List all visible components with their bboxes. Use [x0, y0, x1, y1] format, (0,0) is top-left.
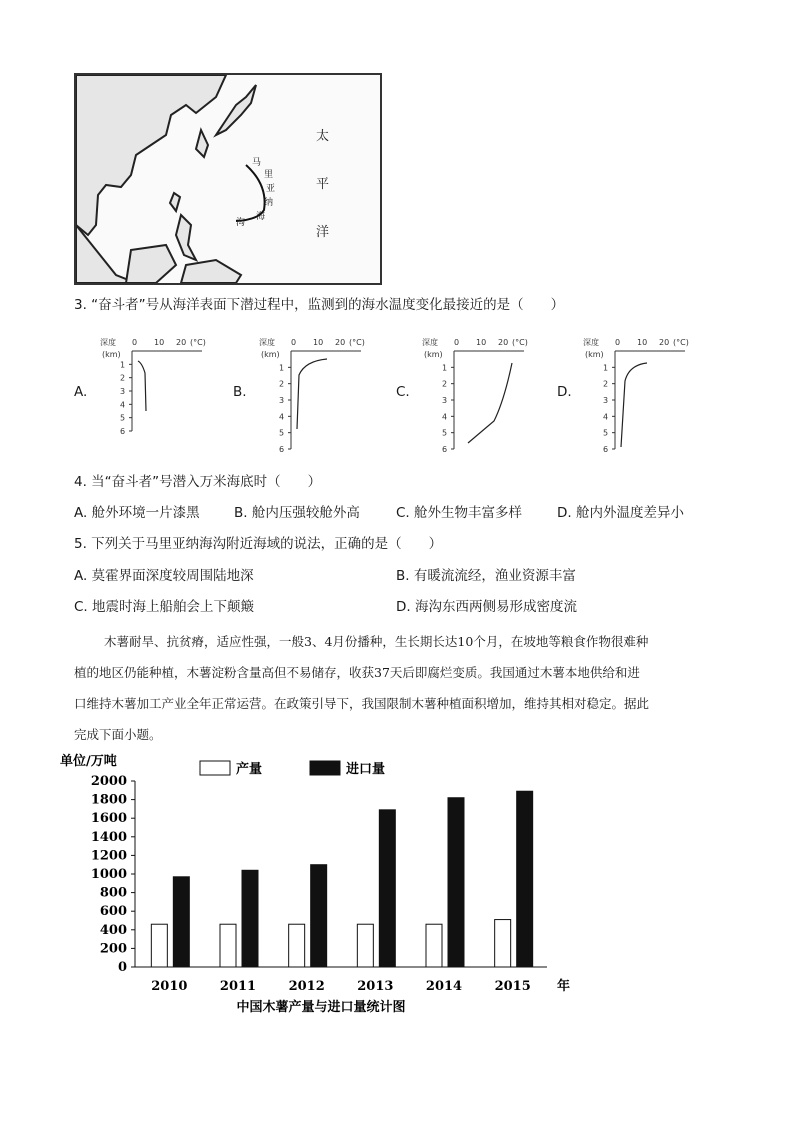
q3-graph-b	[259, 335, 369, 455]
y-tick-label: 1400	[90, 829, 127, 845]
bar-进口量-2014	[448, 798, 464, 967]
depth-tick-label: 4	[120, 400, 126, 410]
depth-unit-label: (km)	[261, 350, 280, 359]
axis-top-label: 20	[335, 338, 346, 347]
y-tick-label: 1200	[90, 848, 127, 864]
depth-tick-label: 5	[442, 428, 448, 438]
depth-tick-label: 6	[120, 427, 126, 436]
q3-graph-a	[100, 335, 210, 455]
borneo	[126, 245, 176, 283]
q3-option-d[interactable]: D.	[557, 384, 572, 400]
temperature-curve	[621, 363, 647, 447]
depth-tick-label: 5	[120, 413, 126, 423]
depth-tick-label: 2	[120, 373, 126, 383]
q4-option-b[interactable]: B. 舱内压强较舱外高	[234, 505, 360, 521]
depth-tick-label: 4	[442, 412, 448, 422]
axis-top-label: 0	[132, 338, 138, 347]
x-tick-label: 2011	[219, 979, 257, 994]
x-tick-label: 2014	[425, 979, 463, 994]
axis-top-label: 10	[313, 338, 324, 347]
axis-top-label: (°C)	[190, 338, 206, 347]
depth-tick-label: 6	[442, 445, 448, 454]
depth-tick-label: 1	[120, 360, 126, 370]
axis-top-label: 深度	[259, 338, 275, 347]
trench-char: 海	[256, 212, 266, 222]
depth-tick-label: 6	[603, 445, 609, 454]
map-label-ping: 平	[316, 177, 330, 192]
y-tick-label: 1600	[90, 811, 127, 827]
trench-char: 里	[264, 170, 274, 180]
depth-tick-label: 1	[279, 363, 285, 373]
bar-进口量-2015	[517, 791, 533, 967]
axis-top-label: 20	[176, 338, 187, 347]
q3-option-c[interactable]: C.	[396, 384, 410, 400]
taiwan-island	[170, 193, 180, 211]
depth-tick-label: 5	[279, 428, 285, 438]
q3-option-b[interactable]: B.	[233, 384, 247, 400]
axis-top-label: (°C)	[512, 338, 528, 347]
bar-产量-2013	[357, 924, 373, 967]
y-tick-label: 800	[99, 885, 127, 901]
q4-option-a[interactable]: A. 舱外环境一片漆黑	[74, 505, 200, 521]
y-tick-label: 400	[99, 922, 127, 938]
question-5-stem: 5. 下列关于马里亚纳海沟附近海域的说法，正确的是（ ）	[74, 536, 443, 552]
q4-option-c[interactable]: C. 舱外生物丰富多样	[396, 505, 523, 521]
depth-tick-label: 3	[442, 396, 448, 405]
bar-进口量-2010	[173, 877, 189, 967]
q3-option-a[interactable]: A.	[74, 384, 88, 400]
legend-label: 进口量	[346, 762, 386, 777]
bar-进口量-2011	[242, 870, 258, 967]
legend-swatch	[200, 761, 230, 775]
q3-graph-d	[583, 335, 693, 455]
legend-label: 产量	[236, 762, 263, 777]
question-3-stem: 3. “奋斗者”号从海洋表面下潜过程中，监测到的海水温度变化最接近的是（ ）	[74, 297, 565, 313]
depth-unit-label: (km)	[424, 350, 443, 359]
y-tick-label: 200	[99, 941, 127, 957]
axis-top-label: 0	[615, 338, 621, 347]
bar-产量-2012	[289, 924, 305, 967]
axis-top-label: 10	[154, 338, 165, 347]
temperature-curve	[138, 361, 146, 411]
cassava-bar-chart	[60, 745, 600, 1025]
depth-tick-label: 3	[279, 396, 285, 405]
y-tick-label: 600	[99, 904, 127, 920]
depth-tick-label: 4	[603, 412, 609, 422]
map-label-yang: 洋	[316, 225, 330, 240]
depth-tick-label: 1	[442, 363, 448, 373]
depth-tick-label: 6	[279, 445, 285, 454]
y-tick-label: 2000	[90, 774, 127, 789]
q5-option-b[interactable]: B. 有暖流流经，渔业资源丰富	[396, 568, 576, 584]
map-coastline	[76, 75, 380, 283]
y-tick-label: 0	[117, 960, 127, 975]
depth-tick-label: 5	[603, 428, 609, 438]
axis-top-label: 10	[637, 338, 648, 347]
q3-graph-c	[422, 335, 532, 455]
new-guinea-island	[181, 260, 241, 283]
axis-top-label: 0	[454, 338, 460, 347]
passage-line: 口维持木薯加工产业全年正常运营。在政策引导下，我国限制木薯种植面积增加，维持其相对稳定。据此	[74, 696, 650, 711]
x-tick-label: 2010	[151, 979, 188, 994]
depth-unit-label: (km)	[102, 350, 121, 359]
trench-char: 马	[252, 158, 262, 168]
bar-产量-2010	[151, 924, 167, 967]
axis-top-label: 10	[476, 338, 487, 347]
passage-line: 木薯耐旱、抗贫瘠，适应性强，一般3、4月份播种，生长期长达10个月，在坡地等粮食作物很难种	[104, 634, 649, 649]
depth-tick-label: 2	[442, 379, 448, 389]
map-label-tai: 太	[316, 129, 330, 144]
q5-option-c[interactable]: C. 地震时海上船舶会上下颠簸	[74, 599, 255, 615]
trench-char: 亚	[266, 184, 276, 194]
q5-option-a[interactable]: A. 莫霍界面深度较周围陆地深	[74, 568, 254, 584]
axis-top-label: 20	[498, 338, 509, 347]
temperature-curve	[297, 359, 327, 429]
depth-tick-label: 3	[120, 387, 126, 396]
bar-产量-2015	[495, 920, 511, 967]
depth-tick-label: 3	[603, 396, 609, 405]
trench-char: 沟	[236, 218, 246, 228]
depth-unit-label: (km)	[585, 350, 604, 359]
chart-y-label: 单位/万吨	[60, 754, 117, 769]
bar-进口量-2012	[311, 865, 327, 967]
axis-top-label: (°C)	[349, 338, 365, 347]
x-tick-label: 2015	[494, 979, 531, 994]
axis-top-label: 深度	[422, 338, 438, 347]
y-tick-label: 1800	[90, 792, 127, 808]
x-tick-label: 2012	[288, 979, 325, 994]
axis-top-label: 深度	[100, 338, 116, 347]
axis-top-label: 20	[659, 338, 670, 347]
axis-top-label: 0	[291, 338, 297, 347]
japan-islands	[216, 85, 256, 135]
depth-tick-label: 2	[279, 379, 285, 389]
chart-title: 中国木薯产量与进口量统计图	[236, 1000, 406, 1015]
legend-swatch	[310, 761, 340, 775]
depth-tick-label: 2	[603, 379, 609, 389]
passage-line: 植的地区仍能种植，木薯淀粉含量高但不易储存，收获37天后即腐烂变质。我国通过木薯本地供给和进	[74, 665, 640, 680]
question-4-stem: 4. 当“奋斗者”号潜入万米海底时（ ）	[74, 474, 322, 490]
passage-line: 完成下面小题。	[74, 727, 162, 742]
q5-option-d[interactable]: D. 海沟东西两侧易形成密度流	[396, 599, 577, 615]
trench-char: 纳	[264, 198, 274, 208]
axis-top-label: 深度	[583, 338, 599, 347]
axis-top-label: (°C)	[673, 338, 689, 347]
pacific-map	[74, 73, 382, 285]
bar-进口量-2013	[379, 810, 395, 967]
y-tick-label: 1000	[90, 867, 127, 882]
chart-x-label: 年	[557, 979, 571, 994]
x-tick-label: 2013	[357, 979, 394, 994]
bar-产量-2011	[220, 924, 236, 967]
bar-产量-2014	[426, 924, 442, 967]
temperature-curve	[468, 363, 512, 443]
philippines	[176, 215, 196, 260]
depth-tick-label: 4	[279, 412, 285, 422]
q4-option-d[interactable]: D. 舱内外温度差异小	[557, 505, 684, 521]
depth-tick-label: 1	[603, 363, 609, 373]
korea-peninsula	[196, 130, 208, 157]
